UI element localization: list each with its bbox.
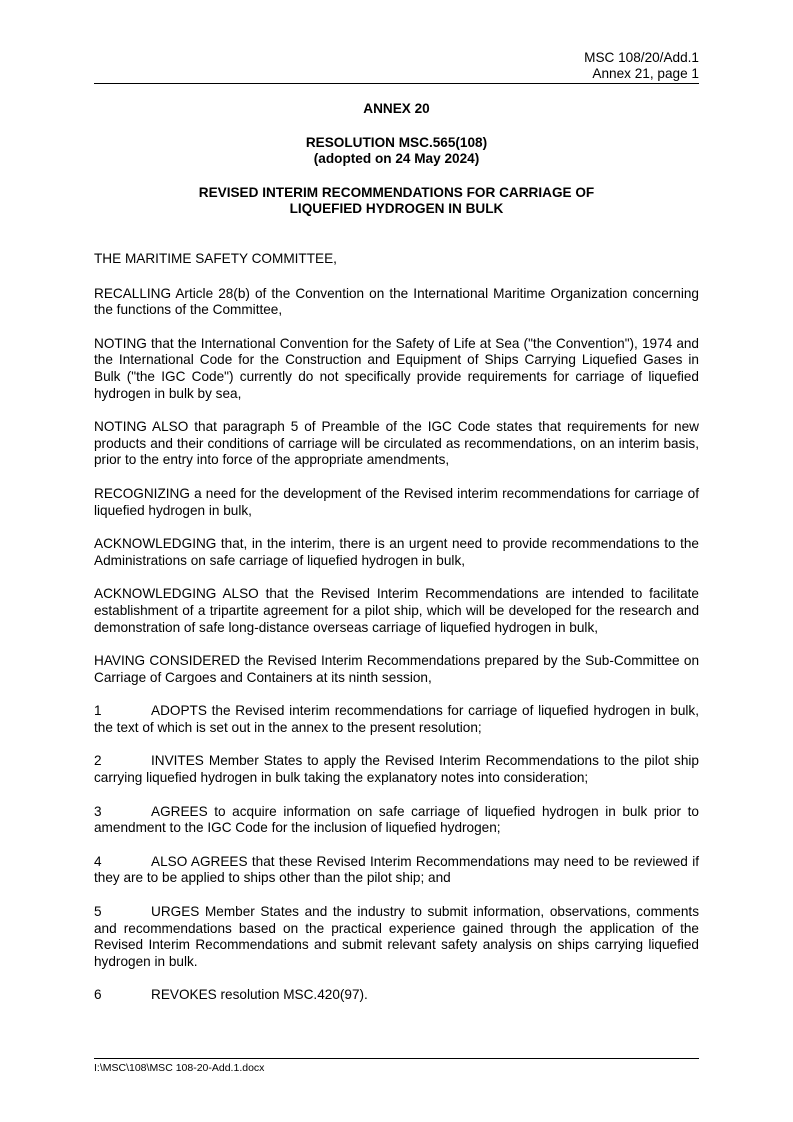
paragraph-text: AGREES to acquire information on safe carriage of liquefied hydrogen in bulk prior to amendment to the IGC Code for the inclusion of liquefied hydrogen; [94,803,699,836]
resolution-number: RESOLUTION MSC.565(108) [305,135,488,150]
operative-paragraph [94,987,699,1004]
document-number: MSC 108/20/Add.1 [584,50,699,65]
paragraph-number: 2 [94,753,102,769]
preamble-paragraph: RECOGNIZING a need for the development of the Revised interim recommendations for carriage of liquefied hydrogen in bulk, [94,485,699,518]
paragraph-number: 1 [94,703,102,719]
footer-divider [94,1058,699,1059]
resolution-body [94,251,699,1021]
operative-paragraph [94,804,699,837]
resolution-heading [94,135,699,167]
paragraph-number: 5 [94,904,102,920]
page-reference: Annex 21, page 1 [592,66,699,81]
paragraph-text: URGES Member States and the industry to submit information, observations, comments and recommendations based on the practical experience gained through the application of the Revised Interim Recommendations and submit relevant safety analysis on ships carrying liquefied hydrogen in bulk. [94,904,699,969]
paragraph-number: 6 [94,987,102,1003]
file-path: I:\MSC\108\MSC 108-20-Add.1.docx [94,1062,265,1074]
adoption-date: (adopted on 24 May 2024) [313,151,480,166]
title-line-1: REVISED INTERIM RECOMMENDATIONS FOR CARRIAGE OF [198,185,595,200]
operative-paragraph [94,854,699,887]
committee-name: THE MARITIME SAFETY COMMITTEE, [94,251,337,266]
annex-title: ANNEX 20 [363,101,430,116]
paragraph-number: 3 [94,803,102,819]
header-divider [94,83,699,84]
preamble-paragraph: NOTING ALSO that paragraph 5 of Preamble of the IGC Code states that requirements for new products and their conditions of carriage will be circulated as recommendations, on an interim basis, prior to the entry into force of the appropriate amendments, [94,419,699,468]
paragraph-number: 4 [94,853,102,869]
operative-paragraph [94,904,699,970]
operative-paragraph [94,753,699,786]
paragraph-text: INVITES Member States to apply the Revised Interim Recommendations to the pilot ship carrying liquefied hydrogen in bulk taking the explanatory notes into consideration; [94,753,699,786]
operative-paragraph [94,703,699,736]
preamble-paragraph: HAVING CONSIDERED the Revised Interim Recommendations prepared by the Sub-Committee on Carriage of Cargoes and Containers at its ninth session, [94,653,699,685]
document-title [94,185,699,217]
preamble-paragraph: ACKNOWLEDGING ALSO that the Revised Interim Recommendations are intended to facilitate establishment of a tripartite agreement for a pilot ship, which will be developed for the research and demonstration of safe long-distance overseas carriage of liquefied hydrogen in bulk, [94,586,699,635]
preamble-paragraph: ACKNOWLEDGING that, in the interim, there is an urgent need to provide recommendations to the Administrations on safe carriage of liquefied hydrogen in bulk, [94,536,699,568]
preamble-paragraph: RECALLING Article 28(b) of the Convention on the International Maritime Organization concerning the functions of the Committee, [94,285,699,318]
paragraph-text: ADOPTS the Revised interim recommendations for carriage of liquefied hydrogen in bulk, the text of which is set out in the annex to the present resolution; [94,703,699,735]
paragraph-text: REVOKES resolution MSC.420(97). [151,987,368,1003]
preamble-paragraph: NOTING that the International Convention for the Safety of Life at Sea ("the Convention"), 1974 and the International Code for the Construction and Equipment of Ships Carrying Liquefied Gases in Bulk ("the IGC Code") currently do not specifically provide requirements for carriage of liquefied hydrogen in bulk by sea, [94,335,699,401]
page-header [584,50,699,82]
title-line-2: LIQUEFIED HYDROGEN IN BULK [289,201,504,216]
paragraph-text: ALSO AGREES that these Revised Interim Recommendations may need to be reviewed if they are to be applied to ships other than the pilot ship; and [94,853,699,886]
